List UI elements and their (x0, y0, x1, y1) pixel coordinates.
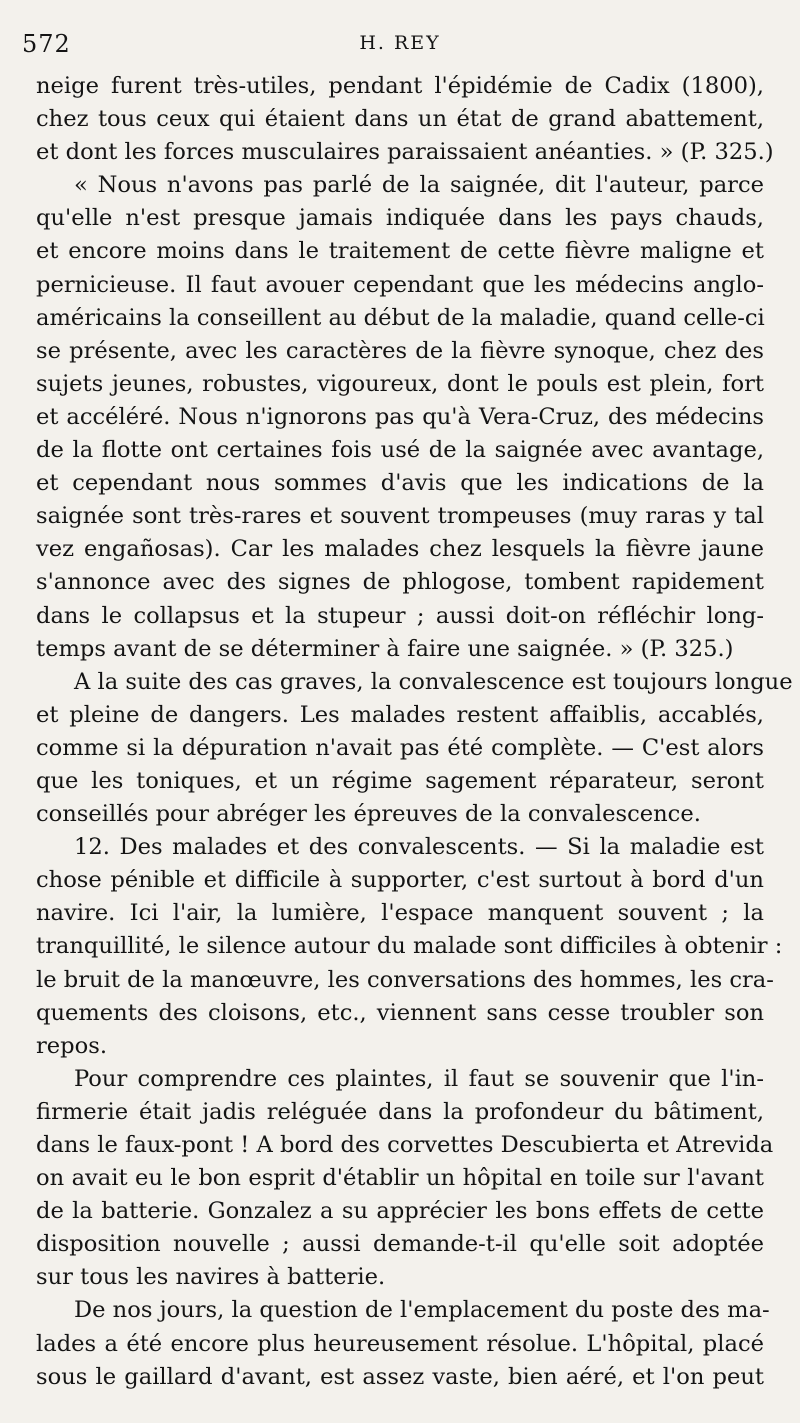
text-line: « Nous n'avons pas parlé de la saignée, dit l'auteur, parce (74, 172, 764, 199)
text-line: chose pénible et difficile à supporter, c'est surtout à bord d'un (36, 867, 764, 894)
text-line: De nos jours, la question de l'emplacement du poste des ma- (74, 1297, 770, 1324)
text-line: dans le faux-pont ! A bord des corvettes Descubierta et Atrevida (36, 1132, 774, 1158)
text-line: dans le collapsus et la stupeur ; aussi doit-on réfléchir long- (36, 602, 764, 629)
text-line: s'annonce avec des signes de phlogose, tombent rapidement (36, 569, 764, 596)
text-line: et cependant nous sommes d'avis que les indications de la (36, 470, 764, 497)
text-line: sur tous les navires à batterie. (36, 1264, 386, 1291)
text-line: lades a été encore plus heureusement résolue. L'hôpital, placé (36, 1330, 764, 1357)
text-line: conseillés pour abréger les épreuves de la convalescence. (36, 801, 701, 828)
text-line: qu'elle n'est presque jamais indiquée dans les pays chauds, (36, 205, 764, 232)
text-line: que les toniques, et un régime sagement réparateur, seront (36, 767, 764, 794)
text-line: et accéléré. Nous n'ignorons pas qu'à Vera-Cruz, des médecins (36, 403, 764, 430)
page-header (0, 30, 800, 58)
page-number: 572 (22, 30, 71, 58)
text-line: temps avant de se déterminer à faire une saignée. » (P. 325.) (36, 635, 734, 662)
text-line: repos. (36, 1032, 108, 1059)
text-line: comme si la dépuration n'avait pas été complète. — C'est alors (36, 734, 764, 761)
text-line: tranquillité, le silence autour du malade sont difficiles à obtenir : (36, 933, 783, 960)
text-line: sous le gaillard d'avant, est assez vaste, bien aéré, et l'on peut (36, 1363, 764, 1390)
text-line: Pour comprendre ces plaintes, il faut se souvenir que l'in- (74, 1065, 764, 1092)
text-line: se présente, avec les caractères de la fièvre synoque, chez des (36, 337, 764, 364)
text-line: disposition nouvelle ; aussi demande-t-il qu'elle soit adoptée (36, 1231, 764, 1258)
text-line: pernicieuse. Il faut avouer cependant que les médecins anglo- (36, 271, 764, 298)
text-line: firmerie était jadis reléguée dans la profondeur du bâtiment, (36, 1098, 764, 1125)
text-line: américains la conseillent au début de la maladie, quand celle-ci (36, 304, 765, 331)
text-line: vez engañosas). Car les malades chez lesquels la fièvre jaune (36, 536, 764, 563)
text-line: 12. Des malades et des convalescents. — Si la maladie est (74, 834, 764, 861)
text-line: le bruit de la manœuvre, les conversations des hommes, les cra- (36, 966, 774, 993)
text-line: chez tous ceux qui étaient dans un état de grand abattement, (36, 106, 764, 133)
text-line: et pleine de dangers. Les malades restent affaiblis, accablés, (36, 701, 764, 728)
text-line: sujets jeunes, robustes, vigoureux, dont le pouls est plein, fort (36, 370, 764, 397)
text-line: quements des cloisons, etc., viennent sans cesse troubler son (36, 999, 764, 1026)
text-line: saignée sont très-rares et souvent trompeuses (muy raras y tal (36, 503, 764, 530)
text-line: de la flotte ont certaines fois usé de la saignée avec avantage, (36, 437, 764, 464)
running-head: H. REY (359, 32, 441, 54)
text-line: et dont les forces musculaires paraissaient anéanties. » (P. 325.) (36, 139, 774, 166)
text-line: de la batterie. Gonzalez a su apprécier les bons effets de cette (36, 1198, 764, 1225)
text-line: et encore moins dans le traitement de cette fièvre maligne et (36, 238, 764, 265)
text-line: A la suite des cas graves, la convalescence est toujours longue (74, 668, 793, 695)
text-line: on avait eu le bon esprit d'établir un hôpital en toile sur l'avant (36, 1165, 764, 1192)
body-text (36, 70, 793, 1394)
text-line: neige furent très-utiles, pendant l'épidémie de Cadix (1800), (36, 73, 764, 99)
text-line: navire. Ici l'air, la lumière, l'espace manquent souvent ; la (36, 900, 764, 927)
